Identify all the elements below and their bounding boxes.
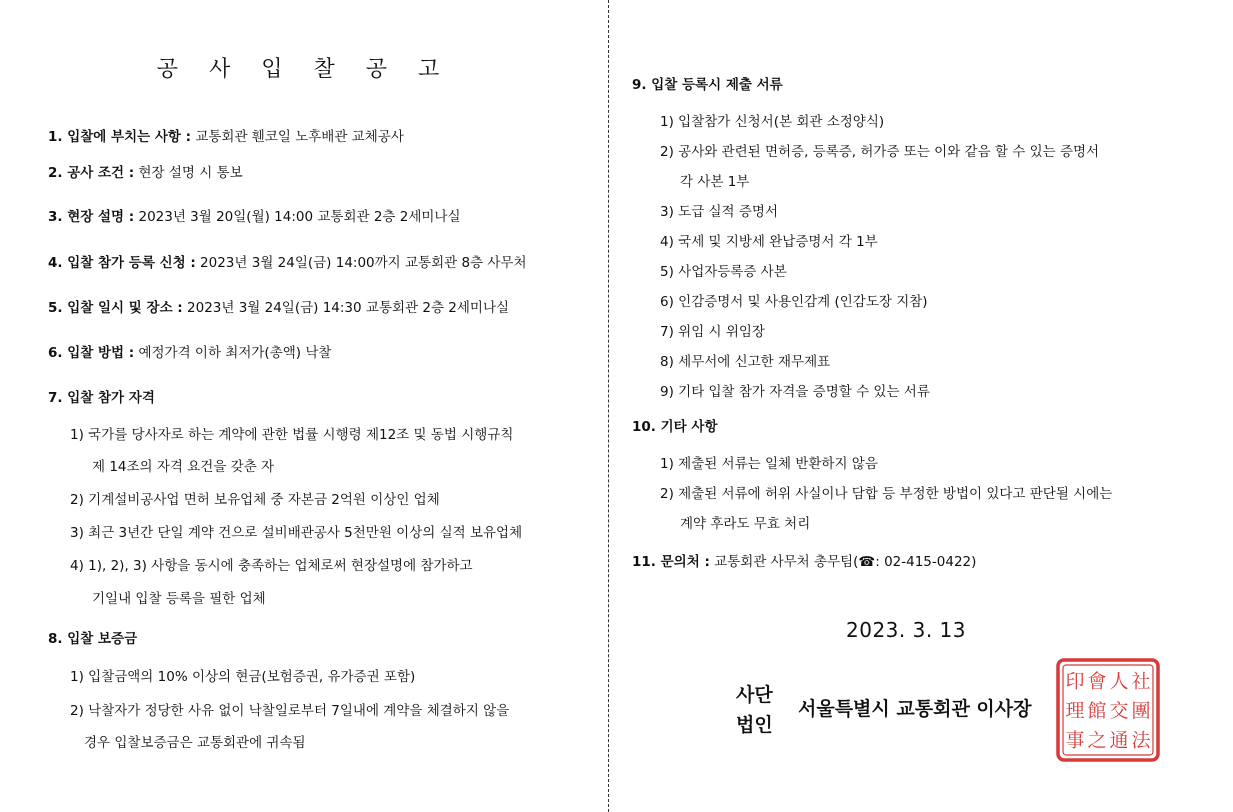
seal-glyph: 通 (1109, 729, 1129, 752)
qualification-line: 1) 국가를 당사자로 하는 계약에 관한 법률 시행령 제12조 및 동법 시행규칙 (70, 427, 514, 443)
corporation-type (736, 680, 780, 740)
item-text: 2023년 3월 24일(금) 14:30 교통회관 2층 2세미나실 (182, 300, 510, 316)
seal-glyph: 事 (1065, 729, 1085, 752)
seal-glyph: 之 (1087, 729, 1107, 752)
item-heading: 5. 입찰 일시 및 장소 : (48, 300, 183, 316)
section-10-heading: 10. 기타 사항 (632, 419, 718, 435)
seal-glyph: 團 (1131, 700, 1151, 722)
section-11-contact: 11. 문의처 : 교통회관 사무처 총무팀(☎: 02-415-0422) (632, 554, 977, 570)
item-heading: 6. 입찰 방법 : (48, 345, 135, 361)
seal-glyph: 人 (1109, 670, 1129, 693)
section-8-line: 경우 입찰보증금은 교통회관에 귀속됨 (84, 735, 306, 751)
section-8-line: 2) 낙찰자가 정당한 사유 없이 낙찰일로부터 7일내에 계약을 체결하지 않을 (70, 703, 510, 719)
section-10-line: 계약 후라도 무효 처리 (680, 516, 811, 532)
corporation-type-line: 법인 (736, 714, 773, 736)
section-8-heading: 8. 입찰 보증금 (48, 631, 138, 647)
item-heading: 7. 입찰 참가 자격 (48, 390, 155, 406)
item-text: 2023년 3월 24일(금) 14:00까지 교통회관 8층 사무처 (195, 255, 527, 271)
section-9-line: 5) 사업자등록증 사본 (660, 264, 787, 280)
seal-glyph: 理 (1065, 700, 1085, 722)
qualification-line: 3) 최근 3년간 단일 계약 건으로 설비배관공사 5천만원 이상의 실적 보유업체 (70, 525, 523, 541)
corporation-type-line: 사단 (736, 684, 773, 706)
qualification-line: 4) 1), 2), 3) 사항을 동시에 충족하는 업체로써 현장설명에 참가하고 (70, 558, 473, 574)
section-9-line: 9) 기타 입찰 참가 자격을 증명할 수 있는 서류 (660, 384, 930, 400)
section-9-line: 8) 세무서에 신고한 재무제표 (660, 354, 831, 370)
item-heading: 2. 공사 조건 : (48, 165, 135, 181)
section-9-line: 2) 공사와 관련된 면허증, 등록증, 허가증 또는 이와 같음 할 수 있는 증명서 (660, 144, 1100, 160)
document-title: 공 사 입 찰 공 고 (156, 57, 452, 82)
official-seal-stamp (1056, 658, 1160, 762)
seal-glyph: 印 (1065, 670, 1085, 693)
section-9-line: 4) 국세 및 지방세 완납증명서 각 1부 (660, 234, 878, 250)
page-divider (608, 0, 609, 812)
item-heading: 1. 입찰에 부치는 사항 : (48, 129, 192, 145)
seal-glyph: 法 (1131, 729, 1151, 752)
item-1 (48, 128, 404, 146)
seal-glyph: 會 (1087, 670, 1107, 693)
section-9-line: 1) 입찰참가 신청서(본 회관 소정양식) (660, 114, 885, 130)
section-9-line: 각 사본 1부 (680, 174, 750, 190)
item-5 (48, 299, 509, 317)
issuer-name: 서울특별시 교통회관 이사장 (798, 698, 1032, 720)
item-text: 예정가격 이하 최저가(총액) 낙찰 (134, 345, 332, 361)
item-text: 현장 설명 시 통보 (134, 165, 243, 181)
item-7 (48, 389, 155, 407)
section-10-line: 2) 제출된 서류에 허위 사실이나 담합 등 부정한 방법이 있다고 판단될 시에는 (660, 486, 1113, 502)
section-8-line: 1) 입찰금액의 10% 이상의 현금(보험증권, 유가증권 포함) (70, 669, 416, 685)
qualification-line: 2) 기계설비공사업 면허 보유업체 중 자본금 2억원 이상인 업체 (70, 492, 440, 508)
section-9-line: 3) 도급 실적 증명서 (660, 204, 779, 220)
item-text: 2023년 3월 20일(월) 14:00 교통회관 2층 2세미나실 (134, 209, 461, 225)
section-10-line: 1) 제출된 서류는 일체 반환하지 않음 (660, 456, 878, 472)
item-heading: 4. 입찰 참가 등록 신청 : (48, 255, 196, 271)
item-6 (48, 344, 331, 362)
item-4 (48, 254, 527, 272)
seal-glyph: 館 (1087, 700, 1107, 722)
announcement-date: 2023. 3. 13 (846, 618, 967, 642)
seal-glyph: 交 (1109, 700, 1129, 722)
qualification-line: 제 14조의 자격 요건을 갖춘 자 (92, 459, 275, 475)
item-3 (48, 208, 461, 226)
item-2 (48, 164, 243, 182)
section-9-heading: 9. 입찰 등록시 제출 서류 (632, 77, 783, 93)
item-heading: 3. 현장 설명 : (48, 209, 135, 225)
qualification-line: 기일내 입찰 등록을 필한 업체 (92, 591, 266, 607)
phone-icon: ☎ (858, 554, 876, 570)
seal-glyph: 社 (1131, 670, 1151, 693)
item-text: 교통회관 휀코일 노후배관 교체공사 (191, 129, 404, 145)
section-9-line: 6) 인감증명서 및 사용인감계 (인감도장 지참) (660, 294, 928, 310)
section-9-line: 7) 위임 시 위임장 (660, 324, 765, 340)
